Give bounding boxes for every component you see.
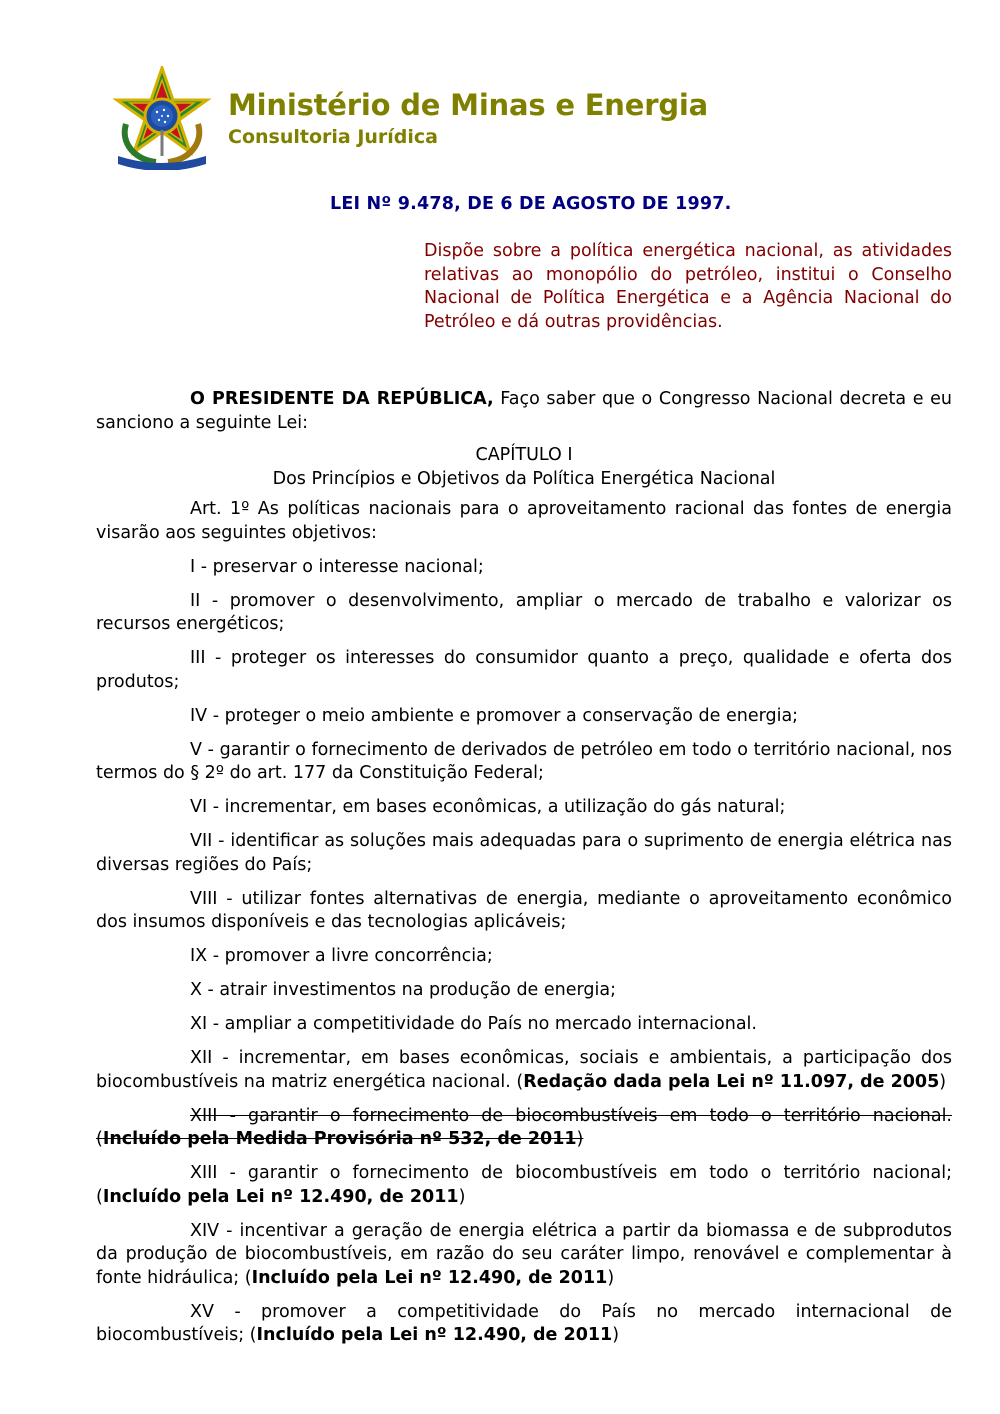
- item-v: V - garantir o fornecimento de derivados de petróleo em todo o território nacional, nos termos do § 2º do art. 177 da Constituição Federal;: [96, 739, 952, 783]
- preamble: [96, 388, 952, 435]
- chapter-number: CAPÍTULO I: [475, 445, 573, 465]
- department-name: Consultoria Jurídica: [228, 126, 439, 148]
- item-xii-close: ): [939, 1071, 947, 1092]
- item-xi: XI - ampliar a competitividade do País no mercado internacional.: [190, 1014, 757, 1034]
- item-xiv: [96, 1220, 952, 1291]
- item-iv: IV - proteger o meio ambiente e promover a conservação de energia;: [190, 705, 799, 726]
- article-1: Art. 1º As políticas nacionais para o aproveitamento racional das fontes de energia visarão aos seguintes objetivos:: [96, 499, 952, 543]
- item-xv-close: ): [612, 1325, 620, 1345]
- item-xiv-close: ): [607, 1267, 615, 1288]
- law-body: [96, 388, 952, 1348]
- item-xiv-text: XIV - incentivar a geração de energia elétrica a partir da biomassa e de subprodutos da produção de biocombustíveis, em razão do seu caráter limpo, renovável e complementar à fonte hidráulica; (: [96, 1220, 952, 1288]
- preamble-bold: O PRESIDENTE DA REPÚBLICA,: [190, 389, 494, 409]
- item-xiii: [96, 1162, 952, 1209]
- item-xiii-revoked-note: Incluído pela Medida Provisória nº 532, de 2011: [102, 1129, 577, 1149]
- item-xv: [96, 1301, 952, 1348]
- item-xiii-note: Incluído pela Lei nº 12.490, de 2011: [102, 1186, 459, 1207]
- ministry-name: Ministério de Minas e Energia: [228, 88, 708, 122]
- item-xiii-close: ): [458, 1186, 466, 1207]
- chapter-title: Dos Princípios e Objetivos da Política Energética Nacional: [272, 468, 776, 489]
- document-header: [112, 66, 812, 176]
- item-x: X - atrair investimentos na produção de energia;: [190, 980, 616, 1000]
- item-i: I - preservar o interesse nacional;: [190, 556, 484, 577]
- preamble-text: Faço saber que o Congresso Nacional decreta e eu sanciono a seguinte Lei:: [96, 389, 952, 433]
- item-xii: [96, 1047, 952, 1094]
- item-ix: IX - promover a livre concorrência;: [190, 946, 493, 966]
- item-xv-note: Incluído pela Lei nº 12.490, de 2011: [256, 1325, 613, 1345]
- item-viii: VIII - utilizar fontes alternativas de energia, mediante o aproveitamento econômico dos insumos disponíveis e das tecnologias aplicáveis;: [96, 888, 952, 932]
- law-summary: Dispõe sobre a política energética nacional, as atividades relativas ao monopólio do petróleo, institui o Conselho Nacional de Política Energética e a Agência Nacional do Petróleo e dá outras providências.: [424, 241, 952, 332]
- item-xiii-revoked-text: XIII - garantir o fornecimento de biocombustíveis em todo o território nacional. (: [96, 1105, 952, 1149]
- item-ii: II - promover o desenvolvimento, ampliar o mercado de trabalho e valorizar os recursos energéticos;: [96, 590, 952, 634]
- item-xiv-note: Incluído pela Lei nº 12.490, de 2011: [251, 1267, 608, 1288]
- item-xii-text: XII - incrementar, em bases econômicas, sociais e ambientais, a participação dos biocombustíveis na matriz energética nacional. (: [96, 1048, 952, 1092]
- item-vi: VI - incrementar, em bases econômicas, a utilização do gás natural;: [190, 797, 786, 817]
- coat-of-arms-icon: [112, 66, 212, 170]
- item-xii-note: Redação dada pela Lei nº 11.097, de 2005: [523, 1071, 940, 1092]
- item-vii: VII - identificar as soluções mais adequadas para o suprimento de energia elétrica nas diversas regiões do País;: [96, 831, 952, 875]
- item-xv-text: XV - promover a competitividade do País no mercado internacional de biocombustíveis; (: [96, 1301, 952, 1345]
- item-xiii-revoked-close: ): [576, 1129, 584, 1149]
- item-xiii-revoked: [96, 1105, 952, 1152]
- item-iii: III - proteger os interesses do consumidor quanto a preço, qualidade e oferta dos produtos;: [96, 648, 952, 692]
- item-xiii-text: XIII - garantir o fornecimento de biocombustíveis em todo o território nacional; (: [96, 1163, 952, 1207]
- law-title: LEI Nº 9.478, DE 6 DE AGOSTO DE 1997.: [330, 194, 732, 214]
